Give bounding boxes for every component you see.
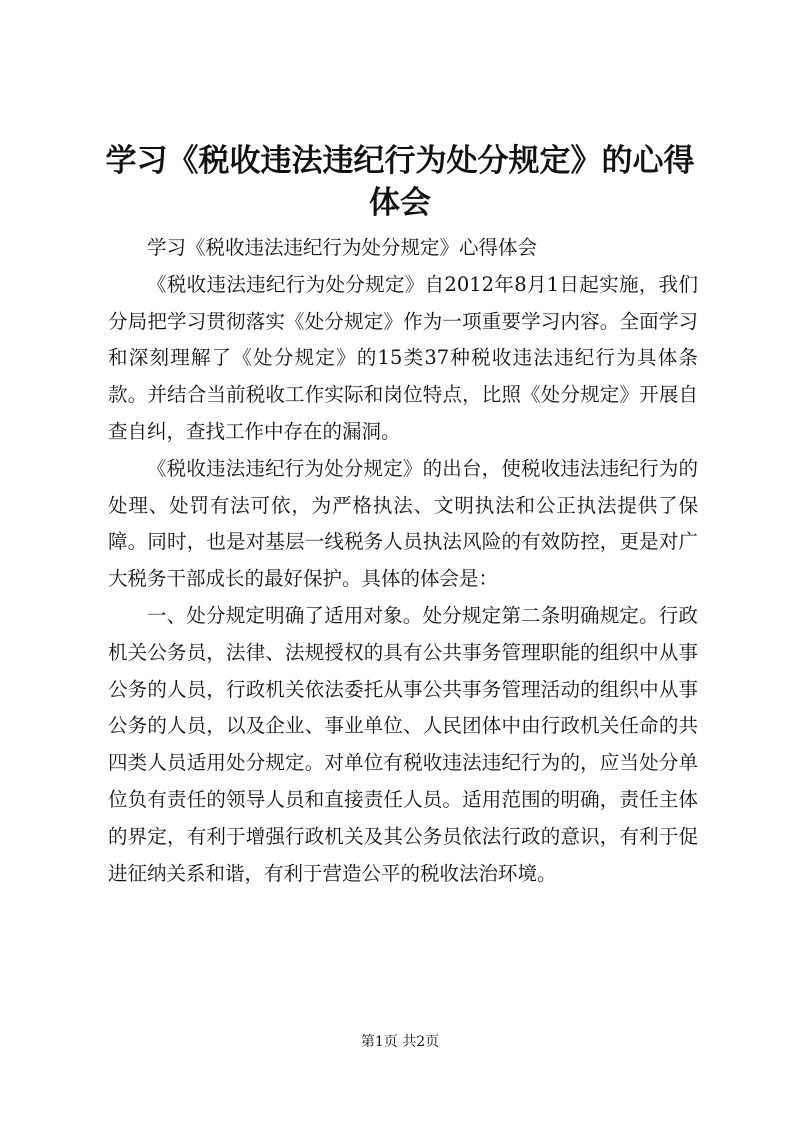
paragraph-subtitle: 学习《税收违法违纪行为处分规定》心得体会	[147, 236, 538, 259]
document-body	[108, 230, 698, 892]
paragraph-point-one: 一、处分规定明确了适用对象。处分规定第二条明确规定。行政机关公务员，法律、法规授权的具有公共事务管理职能的组织中从事公务的人员，行政机关依法委托从事公共事务管理活动的组织中从事公务的人员，以及企业、事业单位、人民团体中由行政机关任命的共四类人员适用处分规定。对单位有税收违法违纪行为的，应当处分单位负有责任的领导人员和直接责任人员。适用范围的明确，责任主体的界定，有利于增强行政机关及其公务员依法行政的意识，有利于促进征纳关系和谐，有利于营造公平的税收法治环境。	[108, 603, 698, 885]
document-title: 学习《税收违法违纪行为处分规定》的心得体会	[105, 143, 695, 221]
paragraph-significance: 《税收违法违纪行为处分规定》的出台，使税收违法违纪行为的处理、处罚有法可依，为严格执法、文明执法和公正执法提供了保障。同时，也是对基层一线税务人员执法风险的有效防控，更是对广大税务干部成长的最好保护。具体的体会是：	[108, 456, 698, 591]
page-footer: 第1页 共2页	[360, 1034, 440, 1050]
paragraph-intro: 《税收违法违纪行为处分规定》自2012年8月1日起实施，我们分局把学习贯彻落实《处分规定》作为一项重要学习内容。全面学习和深刻理解了《处分规定》的15类37种税收违法违纪行为具体条款。并结合当前税收工作实际和岗位特点，比照《处分规定》开展自查自纠，查找工作中存在的漏洞。	[108, 272, 698, 443]
